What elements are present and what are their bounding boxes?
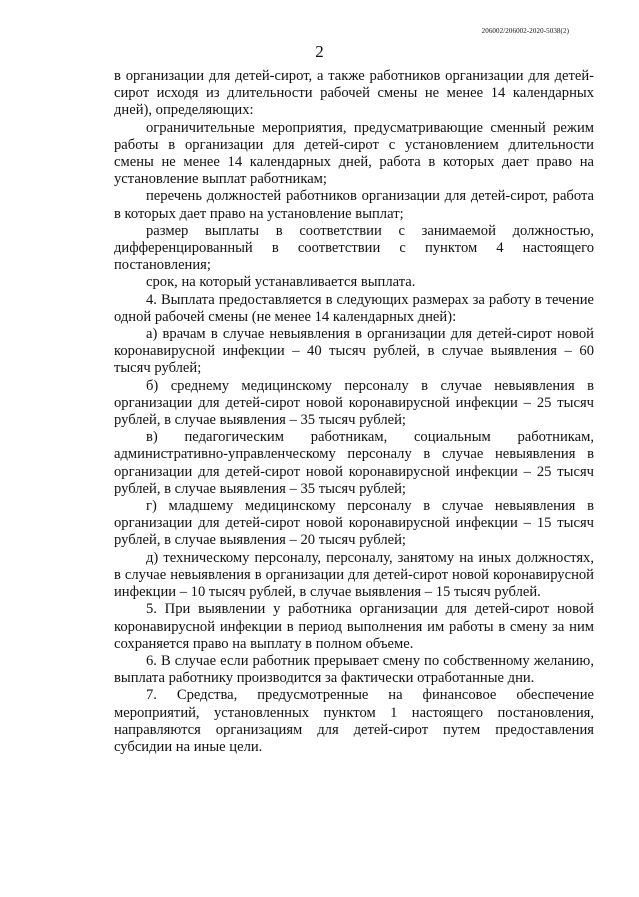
document-body [114,68,594,756]
paragraph-restrictive-measures: ограничительные мероприятия, предусматривающие сменный режим работы в организации для детей-сирот с установлением длительности смены не менее 14 календарных дней, работа в которых дает право на установление выплат работникам; [114,119,594,188]
page-number: 2 [315,42,324,61]
paragraph-item-4: 4. Выплата предоставляется в следующих размерах за работу в течение одной рабочей смены (не менее 14 календарных дней): [114,291,594,325]
paragraph-item-5: 5. При выявлении у работника организации для детей-сирот новой коронавирусной инфекции в период выполнения им работы в смену за ним сохраняется право на выплату в полном объеме. [114,601,594,652]
paragraph-item-4d-technical: д) техническому персоналу, персоналу, занятому на иных должностях, в случае невыявления в организации для детей-сирот новой коронавирусной инфекции – 10 тысяч рублей, в случае выявления – 15 тысяч рублей. [114,549,594,601]
paragraph-item-4b-nurses: б) среднему медицинскому персоналу в случае невыявления в организации для детей-сирот новой коронавирусной инфекции – 25 тысяч рублей, в случае выявления – 35 тысяч рублей; [114,377,594,429]
document-code: 206002/206002-2020-5038(2) [481,27,569,35]
paragraph-payment-term: срок, на который устанавливается выплата. [146,274,416,291]
paragraph-positions-list: перечень должностей работников организации для детей-сирот, работа в которых дает право на установление выплат; [114,188,594,222]
paragraph-item-4v-teachers: в) педагогическим работникам, социальным работникам, административно-управленческому персоналу в случае невыявления в организации для детей-сирот новой коронавирусной инфекции – 25 тысяч рублей, в случае выявления – 35 тысяч рублей; [114,429,594,497]
paragraph-item-6: 6. В случае если работник прерывает смену по собственному желанию, выплата работнику производится за фактически отработанные дни. [114,652,594,687]
paragraph-payment-size: размер выплаты в соответствии с занимаемой должностью, дифференцированный в соответствии с пунктом 4 настоящего постановления; [114,222,594,274]
paragraph-item-4a-doctors: а) врачам в случае невыявления в организации для детей-сирот новой коронавирусной инфекции – 40 тысяч рублей, в случае выявления – 60 тысяч рублей; [114,326,594,377]
paragraph-continuation: в организации для детей-сирот, а также работников организации для детей-сирот исходя из длительности рабочей смены не менее 14 календарных дней), определяющих: [114,68,594,119]
paragraph-item-4g-junior-medical: г) младшему медицинскому персоналу в случае невыявления в организации для детей-сирот новой коронавирусной инфекции – 15 тысяч рублей, в случае выявления – 20 тысяч рублей; [114,498,594,549]
paragraph-item-7: 7. Средства, предусмотренные на финансовое обеспечение мероприятий, установленных пунктом 1 настоящего постановления, направляются организациям для детей-сирот путем предоставления субсидии на иные цели. [114,687,594,755]
